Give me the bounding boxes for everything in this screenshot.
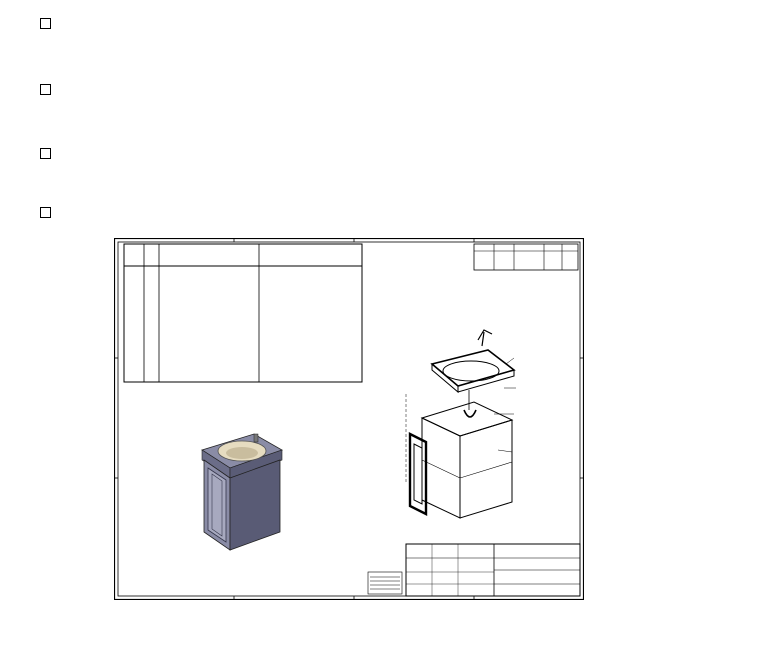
checkbox-bullet-icon [40,84,51,95]
checkbox-bullet-icon [40,207,51,218]
title-block [406,544,580,596]
checkbox-bullet-icon [40,18,51,29]
drawing-sheet-svg [114,238,584,600]
bom-table [124,244,362,382]
sink-cabinet-isometric [202,434,282,550]
engineering-drawing [114,238,584,600]
checkbox-bullet-icon [40,148,51,159]
